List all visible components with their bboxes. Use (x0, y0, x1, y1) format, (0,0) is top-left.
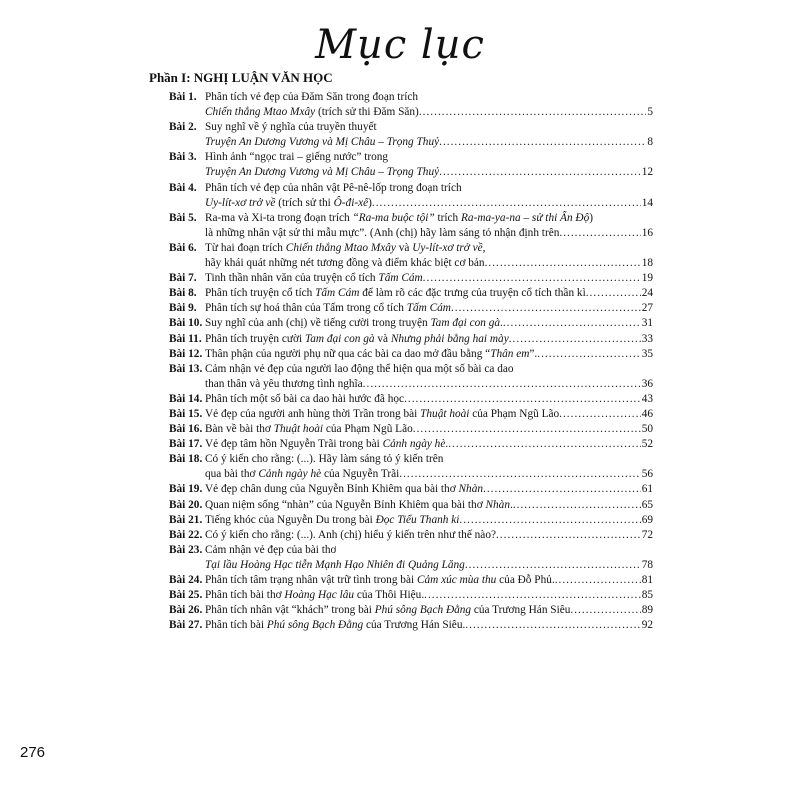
toc-entry-line (169, 332, 653, 347)
entry-number: Bài 25. (169, 589, 203, 602)
toc-entry (169, 241, 653, 271)
toc-entry-line (169, 618, 653, 633)
entry-title-segment: Hoàng Hạc lâu (284, 589, 355, 602)
entry-number: Bài 4. (169, 181, 197, 194)
entry-title (205, 437, 448, 452)
entry-title-segment: Phân tích sự hoá thân của Tấm trong cổ tích (205, 302, 407, 315)
entry-title-segment: của Trương Hán Siêu (471, 604, 571, 617)
entry-title (205, 150, 388, 165)
entry-title-segment: Tấm Cám (406, 302, 451, 315)
entry-number: Bài 7. (169, 272, 197, 285)
toc-entry-line (169, 135, 653, 150)
toc-entry-line (169, 558, 653, 573)
entry-title-segment: của Phạm Ngũ Lão (323, 423, 413, 436)
dot-leader (559, 226, 640, 241)
toc-entry (169, 181, 653, 211)
entry-number: Bài 18. (169, 453, 203, 466)
entry-title (205, 467, 399, 482)
entry-title (205, 226, 559, 241)
entry-title-segment: Uy-lít-xơ trở về (412, 241, 483, 254)
dot-leader (439, 165, 641, 180)
entry-title-segment: Nhàn (485, 498, 510, 511)
toc-entry-line (169, 498, 653, 513)
entry-title-segment: Tinh thần nhân văn của truyện cổ tích (205, 272, 379, 285)
entry-title (205, 241, 485, 256)
entry-title (205, 120, 377, 135)
entry-number: Bài 12. (169, 347, 203, 360)
toc-entry (169, 437, 653, 452)
entry-title (205, 90, 418, 105)
entry-title-segment: Uy-lít-xơ trở về (205, 196, 276, 209)
entry-number: Bài 9. (169, 302, 197, 315)
entry-page-number: 46 (641, 407, 653, 420)
toc-entry (169, 90, 653, 120)
entry-title-segment: Suy nghĩ về ý nghĩa của truyền thuyết (205, 121, 377, 134)
entry-title-segment: Thân phận của người phụ nữ qua các bài ca dao mở đầu bằng “ (205, 347, 491, 360)
entry-title (205, 588, 424, 603)
dot-leader (423, 271, 641, 286)
entry-title (205, 271, 423, 286)
entry-page-number: 5 (647, 106, 653, 119)
toc-entry (169, 301, 653, 316)
toc-entry-line (169, 528, 653, 543)
entry-title-segment: Cảnh ngày hè (382, 438, 446, 451)
entry-title-segment: Vẻ đẹp tâm hồn Nguyễn Trãi trong bài (205, 438, 383, 451)
entry-page-number: 12 (641, 166, 653, 179)
entry-title-segment: Tiếng khóc của Nguyễn Du trong bài (205, 513, 376, 526)
entry-number: Bài 21. (169, 513, 203, 526)
entry-title-segment: Nhàn (458, 483, 483, 496)
entry-number: Bài 23. (169, 543, 203, 556)
entry-page-number: 61 (641, 483, 653, 496)
entry-title-segment: là những nhân vật sử thi mẫu mực”. (Anh (chị) hãy làm sáng tỏ nhận định trên (205, 226, 560, 239)
toc-entry-line (169, 316, 653, 331)
dot-leader (419, 105, 647, 120)
entry-title (205, 135, 439, 150)
toc-entry-line (169, 392, 653, 407)
entry-number: Bài 8. (169, 287, 197, 300)
entry-title-segment: Vẻ đẹp chân dung của Nguyễn Bỉnh Khiêm qua bài thơ (205, 483, 459, 496)
entry-number: Bài 2. (169, 121, 197, 134)
entry-page-number: 18 (641, 257, 653, 270)
entry-title-segment: của Trương Hán Siêu. (363, 619, 466, 632)
entry-title (205, 256, 485, 271)
entry-indent (169, 196, 205, 211)
entry-number: Bài 5. (169, 211, 197, 224)
entry-title-segment: hãy khái quát những nét tương đồng và điểm khác biệt cơ bản (205, 257, 485, 270)
entry-title (205, 181, 462, 196)
entry-title-segment: . (509, 498, 513, 511)
entry-title-segment: Phân tích truyện cười (205, 332, 305, 345)
entry-number: Bài 15. (169, 407, 203, 420)
toc-entry-line (169, 407, 653, 422)
entry-title-segment: Chiến thắng Mtao Mxây (285, 241, 396, 254)
entry-title-segment: Phân tích tâm trạng nhân vật trữ tình trong bài (205, 574, 417, 586)
entry-title-segment: Phú sông Bạch Đằng (374, 604, 472, 617)
toc-entry (169, 362, 653, 392)
entry-page-number: 14 (641, 196, 653, 209)
dot-leader (483, 482, 641, 497)
entry-page-number: 65 (641, 498, 653, 511)
entry-page-number: 33 (641, 332, 653, 345)
dot-leader (570, 603, 640, 618)
entry-page-number: 89 (641, 604, 653, 617)
entry-indent (169, 467, 205, 482)
dot-leader (496, 528, 641, 543)
entry-title-segment: Cảm nhận vẻ đẹp của bài thơ (205, 543, 337, 556)
entry-title (205, 558, 465, 573)
toc-entry (169, 588, 653, 603)
entry-title (205, 211, 593, 226)
entry-title-segment: Suy nghĩ của anh (chị) về tiếng cười trong truyện (205, 317, 431, 330)
entry-title-segment: “Ra-ma buộc tội” (352, 211, 435, 224)
dot-leader (424, 588, 641, 603)
dot-leader (399, 467, 640, 482)
entry-page-number: 81 (641, 574, 653, 586)
toc-entry (169, 452, 653, 482)
toc-entry-line (169, 467, 653, 482)
table-of-contents (169, 90, 653, 633)
entry-page-number: 69 (641, 513, 653, 526)
page-title: Mục lục (315, 22, 485, 68)
entry-title-segment: Hình ảnh “ngọc trai – giếng nước” trong (205, 151, 389, 164)
dot-leader (439, 135, 646, 150)
toc-entry-line (169, 452, 653, 467)
entry-title (205, 377, 363, 392)
entry-title-segment: Chiến thắng Mtao Mxây (205, 106, 316, 119)
toc-entry-line (169, 271, 653, 286)
dot-leader (503, 316, 641, 331)
toc-entry (169, 150, 653, 180)
toc-entry (169, 316, 653, 331)
dot-leader (485, 256, 641, 271)
entry-title-segment: Thuật hoài (420, 407, 470, 420)
entry-title-segment: Phân tích bài thơ (205, 589, 285, 602)
dot-leader (465, 558, 641, 573)
toc-entry (169, 513, 653, 528)
toc-entry (169, 543, 653, 573)
entry-title-segment: . (500, 317, 503, 330)
entry-page-number: 43 (641, 392, 653, 405)
toc-entry-line (169, 165, 653, 180)
entry-title-segment: Phân tích nhân vật “khách” trong bài (205, 604, 375, 617)
toc-entry (169, 120, 653, 150)
entry-title-segment: và (395, 241, 413, 254)
entry-title (205, 332, 509, 347)
entry-title (205, 316, 503, 331)
entry-title-segment: Truyện An Dương Vương và Mị Châu – Trọng Thuỷ (205, 166, 440, 179)
toc-entry-line (169, 256, 653, 271)
dot-leader (451, 301, 641, 316)
entry-page-number: 27 (641, 302, 653, 315)
entry-page-number: 35 (641, 347, 653, 360)
entry-page-number: 19 (641, 272, 653, 285)
entry-indent (169, 226, 205, 241)
entry-title-segment: Thân em (490, 347, 530, 360)
entry-title-segment: Phân tích vẻ đẹp của nhân vật Pê-nê-lốp trong đoạn trích (205, 181, 462, 194)
entry-title-segment: Quan niệm sống “nhàn” của Nguyễn Bỉnh Khiêm qua bài thơ (205, 498, 486, 511)
book-page (125, 0, 675, 800)
entry-title-segment: Tam đại con gà (304, 332, 375, 345)
toc-entry-line (169, 150, 653, 165)
entry-page-number: 50 (641, 423, 653, 436)
toc-entry (169, 422, 653, 437)
entry-page-number: 85 (641, 589, 653, 602)
entry-number: Bài 14. (169, 392, 203, 405)
entry-number: Bài 11. (169, 332, 202, 345)
toc-entry-line (169, 422, 653, 437)
entry-title-segment: Phân tích truyện cổ tích (205, 287, 316, 300)
entry-title-segment: Ra-ma-ya-na – sử thi Ấn Độ (461, 211, 590, 224)
entry-title-segment: (trích sử thi (275, 196, 334, 209)
entry-title-segment: của Đỗ Phủ. (496, 574, 555, 586)
entry-indent (169, 135, 205, 150)
entry-title (205, 362, 514, 377)
entry-page-number: 8 (647, 136, 653, 149)
entry-title (205, 482, 483, 497)
entry-indent (169, 256, 205, 271)
entry-title-segment: Cảm xúc mùa thu (416, 574, 497, 586)
toc-entry (169, 603, 653, 618)
dot-leader (465, 618, 640, 633)
toc-entry-line (169, 437, 653, 452)
entry-title-segment: Từ hai đoạn trích (205, 241, 286, 254)
dot-leader (555, 573, 641, 588)
dot-leader (404, 392, 641, 407)
toc-entry (169, 332, 653, 347)
entry-title (205, 513, 459, 528)
entry-title (205, 301, 451, 316)
entry-indent (169, 377, 205, 392)
entry-title-segment: Vẻ đẹp của người anh hùng thời Trần trong bài (205, 407, 421, 420)
entry-page-number: 31 (641, 317, 653, 330)
entry-indent (169, 558, 205, 573)
entry-title-segment: của Phạm Ngũ Lão (469, 407, 560, 420)
entry-title (205, 528, 496, 543)
entry-page-number: 52 (641, 438, 653, 451)
entry-title-segment: Cảnh ngày hè (258, 468, 322, 481)
entry-title (205, 498, 513, 513)
entry-title (205, 286, 586, 301)
entry-title-segment: Có ý kiến cho rằng: (...). Hãy làm sáng tỏ ý kiến trên (205, 453, 444, 466)
toc-entry-line (169, 211, 653, 226)
toc-entry-line (169, 90, 653, 105)
page-number: 276 (20, 744, 46, 761)
entry-page-number: 16 (641, 226, 653, 239)
entry-number: Bài 17. (169, 438, 203, 451)
entry-title-segment: Bàn về bài thơ (205, 423, 274, 436)
dot-leader (363, 377, 641, 392)
toc-entry-line (169, 181, 653, 196)
toc-entry-line (169, 286, 653, 301)
entry-title (205, 618, 465, 633)
toc-entry-line (169, 120, 653, 135)
entry-title (205, 543, 336, 558)
entry-number: Bài 16. (169, 423, 203, 436)
toc-entry (169, 211, 653, 241)
toc-entry (169, 573, 653, 588)
entry-title-segment: Truyện An Dương Vương và Mị Châu – Trọng Thuỷ (205, 136, 440, 149)
toc-entry (169, 498, 653, 513)
entry-title (205, 422, 413, 437)
entry-title-segment: (trích sử thi Đăm Săn) (315, 106, 419, 119)
dot-leader (509, 332, 641, 347)
toc-entry-line (169, 513, 653, 528)
entry-number: Bài 26. (169, 604, 203, 617)
entry-title-segment: ) (589, 211, 594, 224)
entry-title-segment: Tấm Cám (378, 272, 423, 285)
toc-entry-line (169, 603, 653, 618)
toc-entry-line (169, 377, 653, 392)
toc-entry-line (169, 241, 653, 256)
entry-page-number: 72 (641, 528, 653, 541)
entry-title-segment: Phân tích vẻ đẹp của Đăm Săn trong đoạn trích (205, 91, 419, 103)
entry-indent (169, 105, 205, 120)
entry-title-segment: ”. (529, 347, 538, 360)
entry-title (205, 392, 404, 407)
entry-title-segment: Cảm nhận vẻ đẹp của người lao động thể hiện qua một số bài ca dao (205, 362, 514, 375)
entry-title-segment: Ra-ma và Xi-ta trong đoạn trích (205, 211, 353, 224)
entry-title-segment: Nhưng phải bằng hai mày (390, 332, 509, 345)
toc-entry-line (169, 347, 653, 362)
entry-title-segment: trích (434, 211, 462, 224)
toc-entry-line (169, 588, 653, 603)
entry-title-segment: Tấm Cám (315, 287, 360, 300)
entry-title (205, 165, 439, 180)
entry-title-segment: qua bài thơ (205, 468, 259, 481)
entry-number: Bài 13. (169, 362, 203, 375)
toc-entry (169, 528, 653, 543)
dot-leader (513, 498, 641, 513)
entry-title-segment: Đọc Tiểu Thanh kí (375, 513, 460, 526)
part-heading: Phần I: NGHỊ LUẬN VĂN HỌC (149, 70, 333, 85)
toc-entry-line (169, 301, 653, 316)
entry-title-segment: Tại lầu Hoàng Hạc tiễn Mạnh Hạo Nhiên đi Quảng Lăng (205, 558, 465, 571)
toc-entry (169, 286, 653, 301)
dot-leader (459, 513, 640, 528)
entry-page-number: 24 (641, 287, 653, 300)
toc-entry-line (169, 105, 653, 120)
entry-title (205, 573, 555, 588)
dot-leader (537, 347, 640, 362)
entry-title (205, 347, 537, 362)
entry-title-segment: và (374, 332, 391, 345)
toc-entry-line (169, 543, 653, 558)
dot-leader (559, 407, 641, 422)
entry-title-segment: Phú sông Bạch Đằng (266, 619, 364, 632)
entry-number: Bài 20. (169, 498, 203, 511)
entry-indent (169, 165, 205, 180)
entry-title-segment: Phân tích bài (205, 619, 267, 632)
entry-title (205, 196, 372, 211)
toc-entry (169, 407, 653, 422)
entry-page-number: 78 (641, 558, 653, 571)
entry-title-segment: để làm rõ các đặc trưng của truyện cổ tích thần kì (359, 287, 586, 300)
toc-entry (169, 392, 653, 407)
toc-entry (169, 482, 653, 497)
entry-title (205, 105, 419, 120)
dot-leader (372, 196, 641, 211)
toc-entry (169, 271, 653, 286)
entry-title-segment: Phân tích một số bài ca dao hài hước đã học (205, 392, 405, 405)
dot-leader (586, 286, 641, 301)
entry-number: Bài 22. (169, 528, 203, 541)
entry-title-segment: Ô-đi-xê (333, 196, 369, 209)
entry-title-segment: Có ý kiến cho rằng: (...). Anh (chị) hiểu ý kiến trên như thế nào? (205, 528, 496, 541)
entry-title-segment: . (445, 438, 449, 451)
entry-title-segment: của Nguyễn Trãi (321, 468, 400, 481)
entry-number: Bài 10. (169, 317, 203, 330)
entry-title-segment: ) (368, 196, 372, 209)
entry-title-segment: than thân và yêu thương tình nghĩa (205, 377, 363, 390)
entry-page-number: 36 (641, 377, 653, 390)
entry-title-segment: Thuật hoài (273, 423, 324, 436)
toc-entry (169, 618, 653, 633)
entry-number: Bài 24. (169, 574, 203, 586)
entry-title (205, 603, 570, 618)
toc-entry-line (169, 226, 653, 241)
entry-number: Bài 1. (169, 91, 197, 103)
entry-number: Bài 19. (169, 483, 203, 496)
toc-entry-line (169, 362, 653, 377)
toc-entry-line (169, 573, 653, 588)
entry-title-segment: Tam đại con gà (430, 317, 501, 330)
toc-entry-line (169, 482, 653, 497)
entry-title (205, 407, 559, 422)
toc-entry-line (169, 196, 653, 211)
entry-page-number: 92 (641, 619, 653, 632)
toc-entry (169, 347, 653, 362)
entry-number: Bài 6. (169, 241, 197, 254)
entry-page-number: 56 (641, 468, 653, 481)
entry-number: Bài 27. (169, 619, 203, 632)
dot-leader (448, 437, 641, 452)
entry-title-segment: , (482, 241, 486, 254)
entry-title (205, 452, 443, 467)
entry-number: Bài 3. (169, 151, 197, 164)
dot-leader (413, 422, 641, 437)
entry-title-segment: của Thôi Hiệu. (354, 589, 425, 602)
